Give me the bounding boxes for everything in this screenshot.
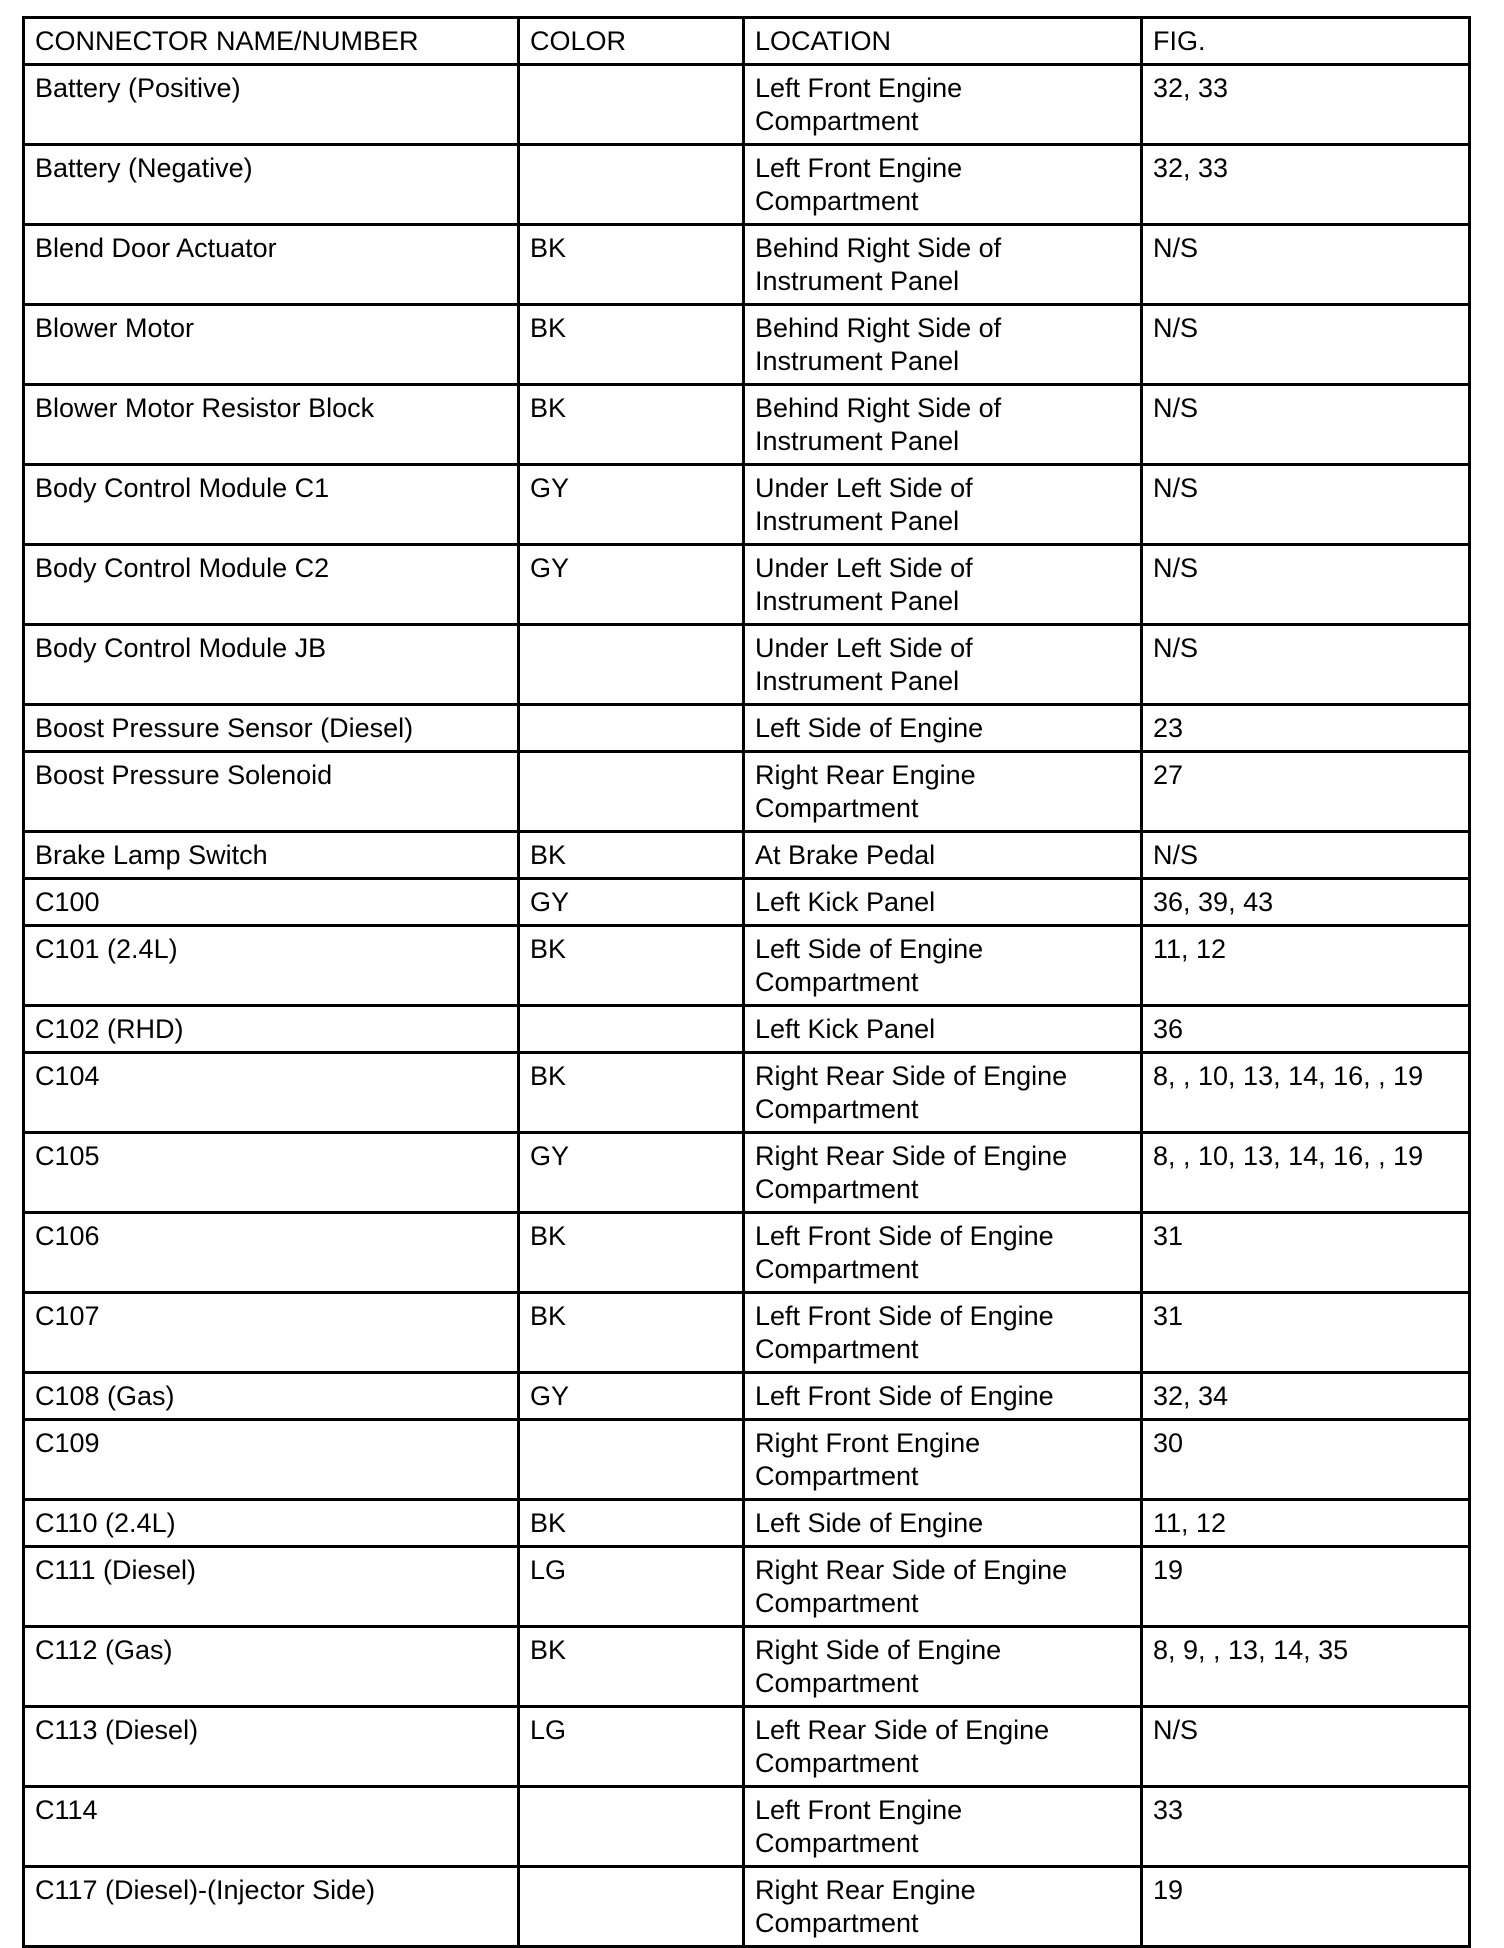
location-line: Right Rear Engine xyxy=(755,1875,976,1905)
location-line: Behind Right Side of xyxy=(755,233,1002,263)
location-line: Compartment xyxy=(755,1334,919,1364)
location-cell xyxy=(744,305,1142,385)
location-line: Behind Right Side of xyxy=(755,393,1002,423)
location-line: Left Front Engine xyxy=(755,1795,963,1825)
connector-name-cell: C114 xyxy=(24,1787,519,1867)
color-cell: BK xyxy=(519,1500,744,1547)
connector-name-cell: C101 (2.4L) xyxy=(24,926,519,1006)
location-line: Left Front Side of Engine xyxy=(755,1221,1054,1251)
location-line: Compartment xyxy=(755,1588,919,1618)
connector-name-cell: C117 (Diesel)-(Injector Side) xyxy=(24,1867,519,1947)
color-cell: BK xyxy=(519,1213,744,1293)
header-fig: FIG. xyxy=(1142,18,1470,65)
table-header-row xyxy=(24,18,1470,65)
fig-cell: 33 xyxy=(1142,1787,1470,1867)
location-cell xyxy=(744,926,1142,1006)
fig-cell: 11, 12 xyxy=(1142,1500,1470,1547)
table-row xyxy=(24,225,1470,305)
fig-cell: 32, 34 xyxy=(1142,1373,1470,1420)
fig-cell: 19 xyxy=(1142,1547,1470,1627)
connector-name-cell: Body Control Module JB xyxy=(24,625,519,705)
fig-cell: 11, 12 xyxy=(1142,926,1470,1006)
location-cell xyxy=(744,225,1142,305)
color-cell: BK xyxy=(519,225,744,305)
location-line: Left Front Side of Engine xyxy=(755,1381,1054,1411)
location-cell xyxy=(744,752,1142,832)
location-cell xyxy=(744,385,1142,465)
color-cell: BK xyxy=(519,385,744,465)
location-line: Instrument Panel xyxy=(755,666,960,696)
connector-name-cell: C106 xyxy=(24,1213,519,1293)
fig-cell: 36, 39, 43 xyxy=(1142,879,1470,926)
location-line: Compartment xyxy=(755,1828,919,1858)
table-row xyxy=(24,1213,1470,1293)
location-cell xyxy=(744,1293,1142,1373)
location-line: Under Left Side of xyxy=(755,473,973,503)
connector-name-cell: C100 xyxy=(24,879,519,926)
table-row xyxy=(24,305,1470,385)
color-cell xyxy=(519,1787,744,1867)
fig-cell: N/S xyxy=(1142,1707,1470,1787)
color-cell xyxy=(519,1867,744,1947)
table-row xyxy=(24,752,1470,832)
location-cell xyxy=(744,625,1142,705)
fig-cell: N/S xyxy=(1142,305,1470,385)
header-location: LOCATION xyxy=(744,18,1142,65)
location-line: Right Rear Side of Engine xyxy=(755,1141,1068,1171)
location-cell xyxy=(744,1420,1142,1500)
location-line: Compartment xyxy=(755,1748,919,1778)
location-line: Left Front Engine xyxy=(755,73,963,103)
fig-cell: N/S xyxy=(1142,545,1470,625)
location-cell xyxy=(744,1787,1142,1867)
header-color: COLOR xyxy=(519,18,744,65)
connector-name-cell: Battery (Positive) xyxy=(24,65,519,145)
fig-cell: 31 xyxy=(1142,1213,1470,1293)
location-line: Right Side of Engine xyxy=(755,1635,1002,1665)
color-cell: GY xyxy=(519,545,744,625)
connector-name-cell: Boost Pressure Solenoid xyxy=(24,752,519,832)
location-line: Compartment xyxy=(755,1908,919,1938)
table-row xyxy=(24,1867,1470,1947)
table-row xyxy=(24,625,1470,705)
color-cell: GY xyxy=(519,1373,744,1420)
location-cell xyxy=(744,1867,1142,1947)
table-row xyxy=(24,1420,1470,1500)
location-line: Instrument Panel xyxy=(755,266,960,296)
table-row xyxy=(24,832,1470,879)
connector-name-cell: C102 (RHD) xyxy=(24,1006,519,1053)
location-line: Instrument Panel xyxy=(755,506,960,536)
location-line: Compartment xyxy=(755,1254,919,1284)
connector-table-container xyxy=(22,16,1468,1948)
location-line: Left Side of Engine xyxy=(755,1508,984,1538)
location-line: Instrument Panel xyxy=(755,346,960,376)
location-cell xyxy=(744,1373,1142,1420)
location-line: Behind Right Side of xyxy=(755,313,1002,343)
fig-cell: N/S xyxy=(1142,465,1470,545)
location-line: Under Left Side of xyxy=(755,553,973,583)
location-line: Under Left Side of xyxy=(755,633,973,663)
color-cell xyxy=(519,1420,744,1500)
color-cell: GY xyxy=(519,879,744,926)
location-line: Left Front Side of Engine xyxy=(755,1301,1054,1331)
location-cell xyxy=(744,1500,1142,1547)
fig-cell: 27 xyxy=(1142,752,1470,832)
table-row xyxy=(24,879,1470,926)
location-line: Compartment xyxy=(755,186,919,216)
connector-name-cell: Blend Door Actuator xyxy=(24,225,519,305)
color-cell xyxy=(519,705,744,752)
fig-cell: 32, 33 xyxy=(1142,145,1470,225)
location-cell xyxy=(744,879,1142,926)
table-row xyxy=(24,705,1470,752)
location-cell xyxy=(744,1053,1142,1133)
table-row xyxy=(24,1293,1470,1373)
location-line: Compartment xyxy=(755,1174,919,1204)
table-row xyxy=(24,145,1470,225)
fig-cell: 32, 33 xyxy=(1142,65,1470,145)
location-line: Compartment xyxy=(755,106,919,136)
connector-name-cell: C110 (2.4L) xyxy=(24,1500,519,1547)
fig-cell: N/S xyxy=(1142,625,1470,705)
table-row xyxy=(24,1133,1470,1213)
location-cell xyxy=(744,1133,1142,1213)
table-body xyxy=(24,65,1470,1947)
fig-cell: 23 xyxy=(1142,705,1470,752)
color-cell: LG xyxy=(519,1547,744,1627)
connector-name-cell: C112 (Gas) xyxy=(24,1627,519,1707)
location-cell xyxy=(744,1547,1142,1627)
fig-cell: 8, 9, , 13, 14, 35 xyxy=(1142,1627,1470,1707)
location-cell xyxy=(744,1627,1142,1707)
location-line: Right Rear Side of Engine xyxy=(755,1555,1068,1585)
connector-name-cell: C111 (Diesel) xyxy=(24,1547,519,1627)
location-cell xyxy=(744,545,1142,625)
table-row xyxy=(24,1006,1470,1053)
fig-cell: 8, , 10, 13, 14, 16, , 19 xyxy=(1142,1053,1470,1133)
location-line: Compartment xyxy=(755,1668,919,1698)
color-cell: GY xyxy=(519,465,744,545)
location-line: Left Kick Panel xyxy=(755,1014,936,1044)
location-cell xyxy=(744,145,1142,225)
color-cell xyxy=(519,1006,744,1053)
connector-name-cell: Boost Pressure Sensor (Diesel) xyxy=(24,705,519,752)
color-cell: BK xyxy=(519,1053,744,1133)
location-line: Right Front Engine xyxy=(755,1428,981,1458)
location-line: Compartment xyxy=(755,1094,919,1124)
location-line: Left Side of Engine xyxy=(755,934,984,964)
color-cell xyxy=(519,65,744,145)
location-cell xyxy=(744,1213,1142,1293)
color-cell: BK xyxy=(519,1627,744,1707)
location-line: At Brake Pedal xyxy=(755,840,936,870)
location-line: Right Rear Engine xyxy=(755,760,976,790)
color-cell: GY xyxy=(519,1133,744,1213)
location-cell xyxy=(744,1707,1142,1787)
connector-name-cell: C108 (Gas) xyxy=(24,1373,519,1420)
connector-name-cell: C104 xyxy=(24,1053,519,1133)
location-cell xyxy=(744,832,1142,879)
connector-name-cell: Battery (Negative) xyxy=(24,145,519,225)
location-line: Compartment xyxy=(755,967,919,997)
color-cell: LG xyxy=(519,1707,744,1787)
table-row xyxy=(24,1627,1470,1707)
fig-cell: 36 xyxy=(1142,1006,1470,1053)
fig-cell: N/S xyxy=(1142,832,1470,879)
table-row xyxy=(24,545,1470,625)
color-cell: BK xyxy=(519,832,744,879)
fig-cell: N/S xyxy=(1142,225,1470,305)
connector-name-cell: C105 xyxy=(24,1133,519,1213)
fig-cell: 19 xyxy=(1142,1867,1470,1947)
location-cell xyxy=(744,1006,1142,1053)
connector-name-cell: C113 (Diesel) xyxy=(24,1707,519,1787)
connector-name-cell: Body Control Module C1 xyxy=(24,465,519,545)
table-row xyxy=(24,1707,1470,1787)
header-connector-name: CONNECTOR NAME/NUMBER xyxy=(24,18,519,65)
table-row xyxy=(24,1373,1470,1420)
connector-location-table xyxy=(22,16,1471,1948)
location-cell xyxy=(744,65,1142,145)
connector-name-cell: C109 xyxy=(24,1420,519,1500)
table-row xyxy=(24,1787,1470,1867)
location-line: Instrument Panel xyxy=(755,586,960,616)
color-cell: BK xyxy=(519,305,744,385)
location-line: Left Kick Panel xyxy=(755,887,936,917)
table-row xyxy=(24,1547,1470,1627)
color-cell: BK xyxy=(519,926,744,1006)
connector-name-cell: C107 xyxy=(24,1293,519,1373)
fig-cell: 31 xyxy=(1142,1293,1470,1373)
color-cell: BK xyxy=(519,1293,744,1373)
connector-name-cell: Blower Motor Resistor Block xyxy=(24,385,519,465)
table-row xyxy=(24,385,1470,465)
color-cell xyxy=(519,625,744,705)
location-line: Compartment xyxy=(755,1461,919,1491)
location-cell xyxy=(744,705,1142,752)
location-line: Left Side of Engine xyxy=(755,713,984,743)
table-row xyxy=(24,465,1470,545)
location-line: Left Rear Side of Engine xyxy=(755,1715,1050,1745)
connector-name-cell: Body Control Module C2 xyxy=(24,545,519,625)
table-row xyxy=(24,65,1470,145)
table-row xyxy=(24,1500,1470,1547)
fig-cell: 8, , 10, 13, 14, 16, , 19 xyxy=(1142,1133,1470,1213)
connector-name-cell: Blower Motor xyxy=(24,305,519,385)
color-cell xyxy=(519,752,744,832)
location-line: Compartment xyxy=(755,793,919,823)
location-cell xyxy=(744,465,1142,545)
location-line: Right Rear Side of Engine xyxy=(755,1061,1068,1091)
fig-cell: 30 xyxy=(1142,1420,1470,1500)
table-row xyxy=(24,1053,1470,1133)
connector-name-cell: Brake Lamp Switch xyxy=(24,832,519,879)
table-row xyxy=(24,926,1470,1006)
color-cell xyxy=(519,145,744,225)
location-line: Instrument Panel xyxy=(755,426,960,456)
location-line: Left Front Engine xyxy=(755,153,963,183)
fig-cell: N/S xyxy=(1142,385,1470,465)
